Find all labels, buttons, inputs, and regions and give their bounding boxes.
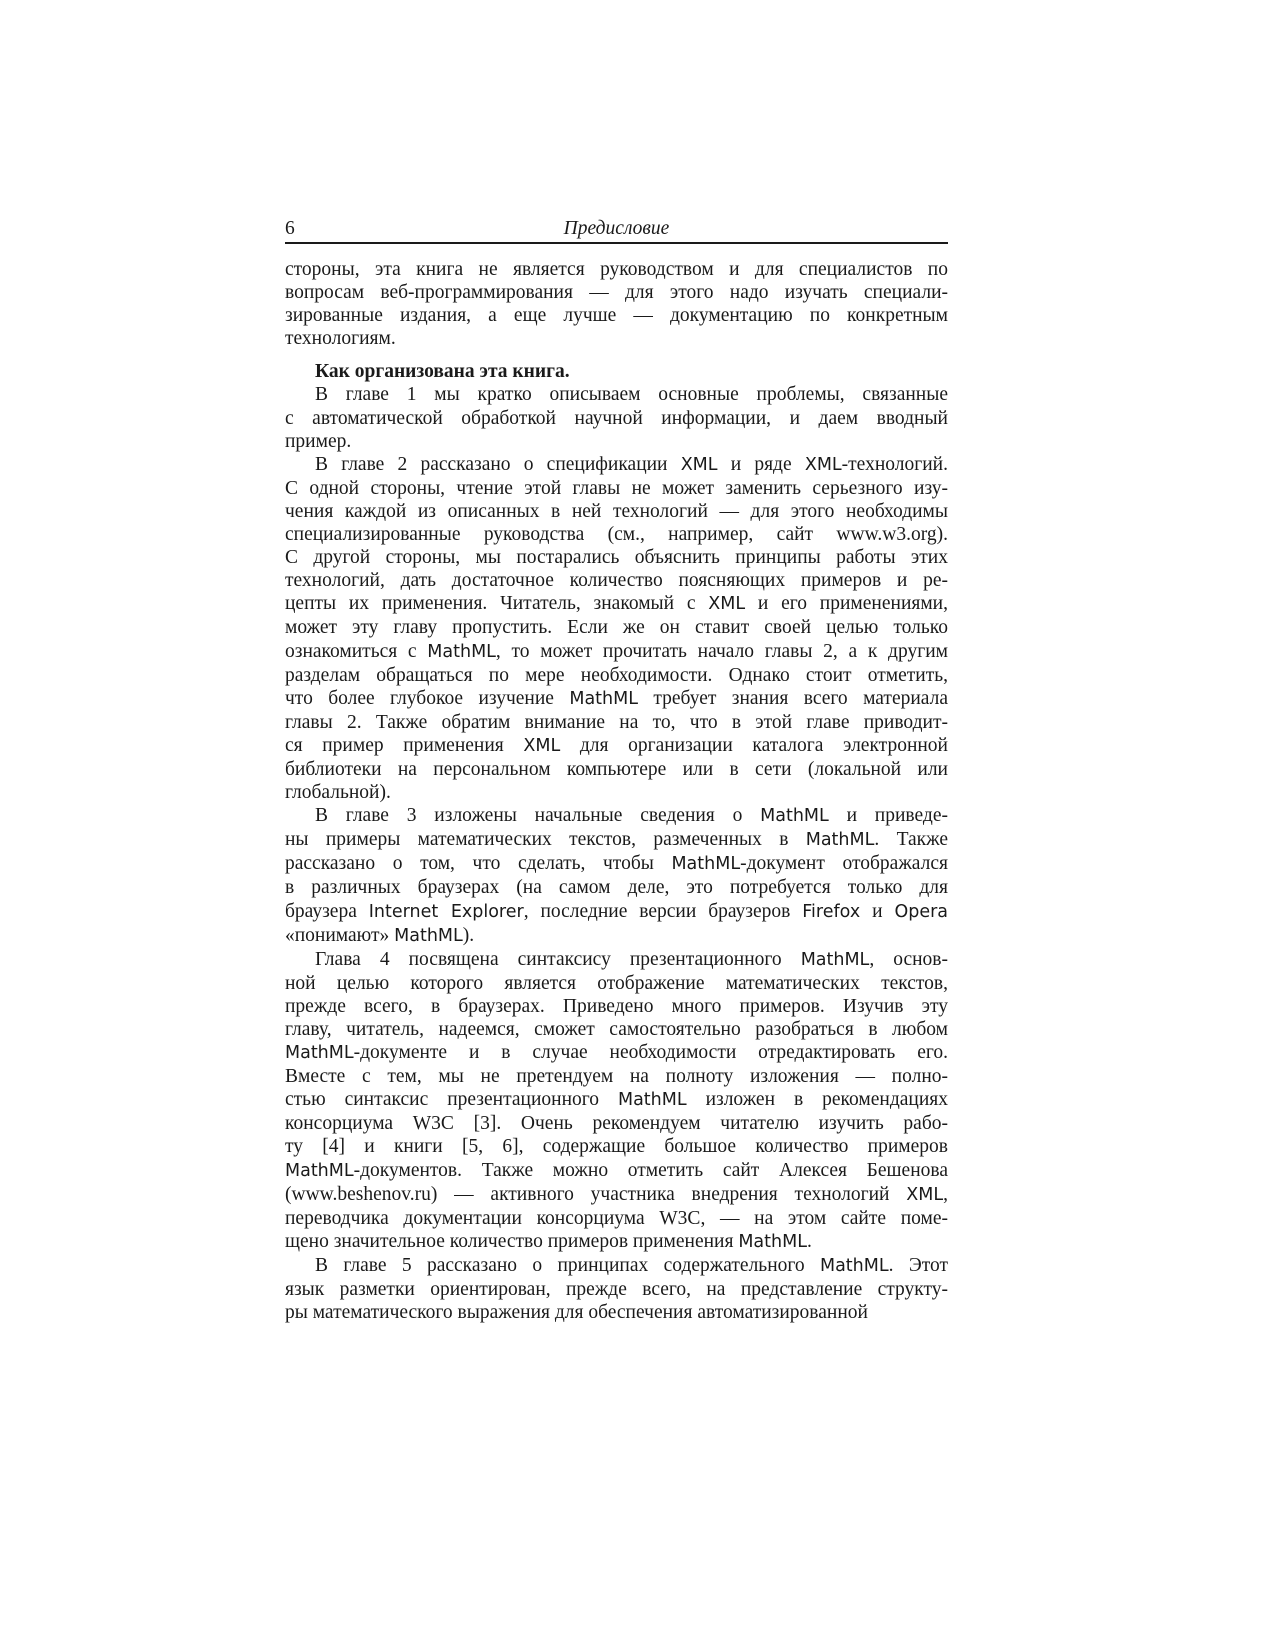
text-line: переводчика документации консорциума W3C, — на этом сайте поме-: [285, 1207, 948, 1229]
text-line: В главе 2 рассказано о спецификации XML и ряде XML-технологий.: [315, 453, 948, 475]
running-head: [285, 217, 948, 244]
text-line: Глава 4 посвящена синтаксису презентационного MathML, основ-: [315, 948, 948, 970]
text-line: стью синтаксис презентационного MathML изложен в рекомендациях: [285, 1089, 948, 1111]
technical-term: XML: [708, 594, 746, 615]
text-line: ту [4] и книги [5, 6], содержащие большое количество примеров: [285, 1136, 948, 1158]
text-line: ознакомиться с MathML, то может прочитать начало главы 2, а к другим: [285, 640, 948, 662]
text-line: рассказано о том, что сделать, чтобы MathML-документ отображался: [285, 853, 948, 875]
technical-term: MathML: [819, 1255, 889, 1276]
technical-term: MathML: [760, 806, 829, 827]
text-line: MathML-документов. Также можно отметить сайт Алексея Бешенова: [285, 1159, 948, 1181]
technical-term: MathML: [285, 1043, 354, 1064]
body-text: [285, 383, 948, 1324]
text-line: В главе 5 рассказано о принципах содержательного MathML. Этот: [315, 1254, 948, 1276]
text-line: может эту главу пропустить. Если же он ставит своей целью только: [285, 617, 948, 639]
text-line: вопросам веб-программирования — для этого надо изучать специали-: [285, 282, 948, 304]
text-line: ны примеры математических текстов, размеченных в MathML. Также: [285, 829, 948, 851]
text-line: что более глубокое изучение MathML требует знания всего материала: [285, 687, 949, 709]
text-line: в различных браузерах (на самом деле, это потребуется только для: [285, 877, 948, 899]
text-line: С одной стороны, чтение этой главы не может заменить серьезного изу-: [285, 477, 948, 499]
technical-term: MathML: [738, 1231, 807, 1252]
text-line: ры математического выражения для обеспечения автоматизированной: [285, 1302, 868, 1324]
text-line: MathML-документе и в случае необходимости отредактировать его.: [285, 1042, 948, 1064]
paragraph: [285, 804, 948, 948]
technical-term: MathML: [427, 641, 496, 662]
text-line: главу, читатель, надеемся, сможет самостоятельно разобраться в любом: [285, 1019, 948, 1040]
paragraph: [285, 1254, 948, 1324]
text-line: разделам обращаться по мере необходимости. Однако стоит отметить,: [285, 664, 948, 686]
text-line: библиотеки на персональном компьютере или в сети (локальной или: [285, 758, 948, 780]
paragraph: [285, 383, 948, 452]
text-line: браузера Internet Explorer, последние версии браузеров Firefox и Opera: [285, 900, 949, 922]
text-line: ной целью которого является отображение математических текстов,: [285, 972, 948, 994]
book-page: [285, 217, 948, 1324]
text-line: консорциума W3C [3]. Очень рекомендуем читателю изучить рабо-: [285, 1113, 948, 1135]
text-line: глобальной).: [285, 782, 391, 804]
technical-term: XML: [523, 735, 561, 756]
technical-term: MathML: [805, 830, 875, 851]
text-line: чения каждой из описанных в ней технологий — для этого необходимы: [285, 500, 948, 522]
text-line: щено значительное количество примеров применения MathML.: [285, 1230, 812, 1252]
text-line: зированные издания, а еще лучше — документацию по конкретным: [285, 305, 948, 327]
text-line: пример.: [285, 430, 352, 452]
technical-term: Firefox: [802, 901, 861, 922]
paragraph: [285, 948, 948, 1254]
text-line: С другой стороны, мы постарались объяснить принципы работы этих: [285, 547, 948, 569]
technical-term: Opera: [894, 901, 949, 922]
text-line: специализированные руководства (см., например, сайт www.w3.org).: [285, 524, 948, 546]
text-line: стороны, эта книга не является руководством и для специалистов по: [285, 259, 948, 280]
text-line: Вместе с тем, мы не претендуем на полноту изложения — полно-: [285, 1066, 948, 1088]
text-line: с автоматической обработкой научной информации, и даем вводный: [285, 407, 948, 429]
text-line: ся пример применения XML для организации каталога электронной: [285, 734, 948, 756]
continuation-paragraph: [285, 258, 948, 350]
text-line: технологиям.: [285, 328, 396, 350]
text-line: (www.beshenov.ru) — активного участника внедрения технологий XML,: [285, 1183, 948, 1205]
technical-term: XML: [680, 454, 718, 475]
technical-term: MathML: [800, 949, 870, 970]
technical-term: MathML: [671, 854, 741, 875]
technical-term: MathML: [285, 1160, 354, 1181]
text-line: главы 2. Также обратим внимание на то, что в этой главе приводит-: [285, 711, 948, 733]
technical-term: Internet Explorer: [368, 901, 524, 922]
running-title: Предисловие: [563, 218, 670, 239]
text-line: «понимают» MathML).: [285, 924, 475, 946]
text-line: В главе 3 изложены начальные сведения о MathML и приведе-: [315, 805, 948, 827]
technical-term: MathML: [569, 688, 638, 709]
text-line: В главе 1 мы кратко описываем основные проблемы, связанные: [315, 384, 948, 406]
technical-term: MathML: [394, 925, 463, 946]
technical-term: XML: [906, 1184, 944, 1205]
text-line: прежде всего, в браузерах. Приведено много примеров. Изучив эту: [285, 995, 948, 1017]
technical-term: XML: [804, 454, 842, 475]
text-line: цепты их применения. Читатель, знакомый с XML и его применениями,: [285, 593, 948, 615]
text-line: язык разметки ориентирован, прежде всего, на представление структу-: [285, 1279, 948, 1301]
text-line: технологий, дать достаточное количество поясняющих примеров и ре-: [285, 570, 948, 592]
page-number: 6: [285, 218, 295, 239]
technical-term: MathML: [617, 1090, 687, 1111]
paragraph: [285, 453, 948, 804]
section-heading: Как организована эта книга.: [315, 361, 570, 383]
